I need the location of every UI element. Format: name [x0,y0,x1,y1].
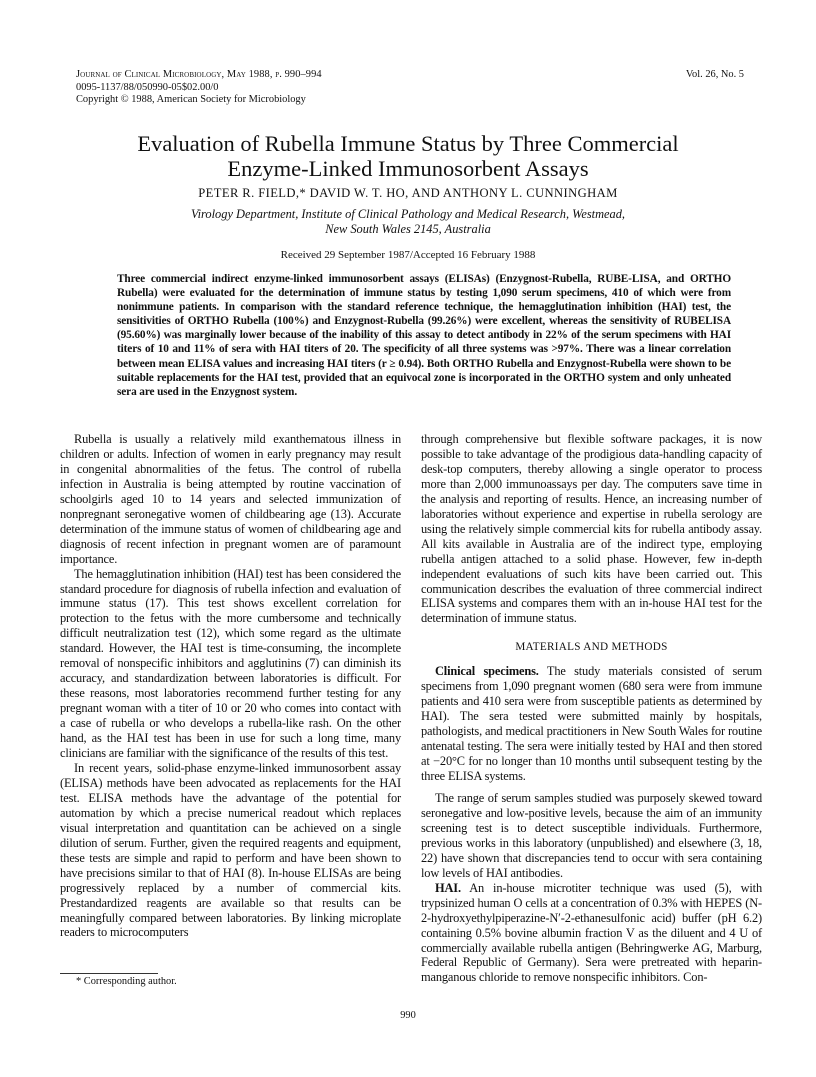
footnote: * Corresponding author. [76,976,177,987]
body-paragraph [421,881,762,986]
abstract: Three commercial indirect enzyme-linked immunosorbent assays (ELISAs) (Enzygnost-Rubella, RUBE-LISA, and ORTHO Rubella) were evaluated for the determination of immune status by testing 1,090 serum specimens, 410 of which were from nonimmune patients. In comparison with the standard reference technique, the hemagglutination inhibition (HAI) test, the sensitivities of ORTHO Rubella (100%) and Enzygnost-Rubella (99.26%) were excellent, whereas the sensitivity of RUBELISA (95.60%) was marginally lower because of the inability of this assay to detect antibody in 22% of the serum specimens with HAI titers of 10 and 11% of sera with HAI titers of 20. The specificity of all three systems was >97%. There was a linear correlation between mean ELISA values and increasing HAI titers (r ≥ 0.94). Both ORTHO Rubella and Enzygnost-Rubella were shown to be suitable replacements for the HAI test, provided that an equivocal zone is incorporated in the ORTHO system and only unheated sera are used in the Enzygnost system. [117,273,731,398]
article-title [0,131,816,181]
affiliation [0,207,816,237]
body-paragraph: The range of serum samples studied was purposely skewed toward seronegative and low-positive levels, because the aim of an immunity screening test is to detect susceptible individuals. Furthermore, previous works in this laboratory (unpublished) and elsewhere (3, 18, 22) have shown that discrepancies tend to occur with sera containing low levels of HAI antibodies. [421,790,762,880]
run-in-heading: Clinical specimens. [435,664,539,679]
paragraph-text: The study materials consisted of serum specimens from 1,090 pregnant women (680 sera were from immune patients and 410 sera were from susceptible patients as determined by HAI). The sera tested were submitted mainly by hospitals, pathologists, and medical practitioners in New South Wales for routine antenatal testing. The sera were initially tested by HAI and then stored at −20°C for no longer than 10 months until subsequent testing by the three ELISA systems. [421,664,762,784]
volume-issue: Vol. 26, No. 5 [685,69,744,80]
running-header [76,69,322,107]
run-in-heading: HAI. [435,880,461,895]
affiliation-line-2: New South Wales 2145, Australia [325,222,491,236]
footnote-rule [60,973,158,974]
body-paragraph: Rubella is usually a relatively mild exanthematous illness in children or adults. Infection of women in early pregnancy may result in congenital abnormalities of the fetus. The control of rubella infection in Australia is being attempted by routine vaccination of schoolgirls aged 10 to 14 years and selected immunization of nonpregnant seronegative women of childbearing age (13). Accurate determination of the immune status of women of childbearing age and diagnosis of recent infection in pregnant women are of paramount importance. [60,432,401,566]
copyright-notice: Copyright © 1988, American Society for Microbiology [76,94,306,106]
body-paragraph: In recent years, solid-phase enzyme-linked immunosorbent assay (ELISA) methods have been advocated as replacements for the HAI test. ELISA methods have the advantage of the potential for automation by which a precise numerical readout which replaces visual interpretation and quantitation can be achieved on a single dilution of serum. Further, given the required reagents and equipment, these tests are simple and rapid to perform and have been shown to have precisions similar to that of HAI (8). In-house ELISAs are being progressively replaced by a number of commercial kits. Prestandardized reagents are available so that results can be meaningfully compared between laboratories. By linking microplate readers to microcomputers [60,760,401,940]
body-paragraph: The hemagglutination inhibition (HAI) test has been considered the standard procedure for diagnosis of rubella infection and evaluation of immune status (17). This test shows excellent correlation for protection to the fetus with the more cumbersome and technically difficult neutralization test (12), which some regard as the ultimate standard. However, the HAI test is time-consuming, the incomplete removal of nonspecific inhibitors and agglutinins (7) can diminish its accuracy, and standardization between laboratories is difficult. For these reasons, most laboratories recommend further testing for any pregnant woman with a titer of 10 or 20 who comes into contact with a case of rubella or who develops a rubella-like rash. On the other hand, as the HAI test has been in use for such a long time, many clinicians are familiar with the significance of the results of this test. [60,566,401,761]
body-paragraph: through comprehensive but flexible software packages, it is now possible to take advantage of the prodigious data-handling capacity of desk-top computers, thereby allowing a single operator to process more than 2,000 immunoassays per day. The computers save time in the analysis and reporting of results. Hence, an increasing number of laboratories without experience and expertise in rubella serology are using the relatively simple commercial kits for rubella antibody assay. All kits available in Australia are of the indirect type, employing rubella antigen attached to a solid phase. However, few in-depth independent evaluations of such kits have been carried out. This communication describes the evaluation of three commercial indirect ELISA systems and compares them with an in-house HAI test for the determination of immune status. [421,432,762,626]
article-code: 0095-1137/88/050990-05$02.00/0 [76,81,219,93]
affiliation-line-1: Virology Department, Institute of Clinical Pathology and Medical Research, Westmead, [190,207,626,221]
title-line-1: Evaluation of Rubella Immune Status by Three Commercial [137,131,679,156]
left-column [60,432,401,940]
title-line-2: Enzyme-Linked Immunosorbent Assays [227,156,589,181]
section-heading: MATERIALS AND METHODS [515,641,668,654]
journal-citation: Journal of Clinical Microbiology, May 1988, p. 990–994 [76,69,322,80]
author-list: PETER R. FIELD,* DAVID W. T. HO, AND ANTHONY L. CUNNINGHAM [198,186,618,200]
paragraph-text: An in-house microtiter technique was used (5), with trypsinized human O cells at a concentration of 0.3% with HEPES (N-2-hydroxyethylpiperazine-N′-2-ethanesulfonic acid) buffer (pH 6.2) containing 0.5% bovine albumin fraction V as the diluent and 4 U of commercially available rubella antigen (Behringwerke AG, Marburg, Federal Republic of Germany). Sera were pretreated with heparin-manganous chloride to remove nonspecific inhibitors. Con- [421,880,762,985]
page-number: 990 [400,1010,416,1021]
received-accepted-dates: Received 29 September 1987/Accepted 16 February 1988 [280,249,536,261]
body-paragraph [421,664,762,784]
right-column [421,432,762,985]
